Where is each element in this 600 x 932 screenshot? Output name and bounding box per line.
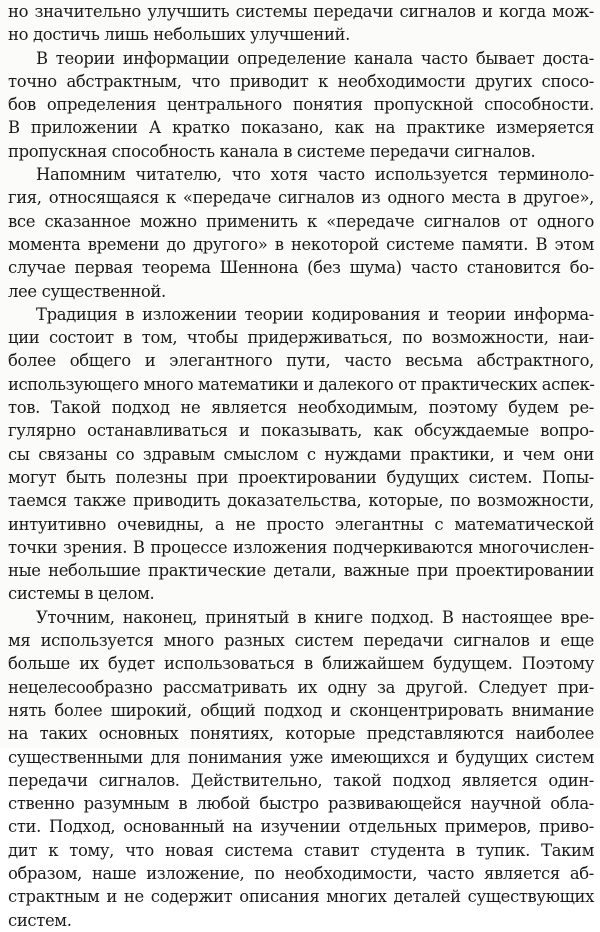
text-line: случае первая теорема Шеннона (без шума) часто становится бо- <box>8 258 594 278</box>
text-line: но достичь лишь небольших улучшений. <box>8 25 350 45</box>
text-line: интуитивно очевидны, а не просто элегантны с математической <box>8 514 594 534</box>
text-line: сы связаны со здравым смыслом с нуждами практики, и чем они <box>8 444 594 464</box>
text-line: мя используется много разных систем передачи сигналов и еще <box>8 631 594 651</box>
text-line: гулярно останавливаться и показывать, как обсуждаемые вопро- <box>8 421 594 441</box>
text-line: на таких основных понятиях, которые представляются наиболее <box>8 724 594 744</box>
text-line: В приложении А кратко показано, как на практике измеряется <box>8 118 594 138</box>
text-line: таемся также приводить доказательства, которые, по возможности, <box>8 491 594 511</box>
paragraph <box>8 47 594 163</box>
paragraph <box>8 0 594 47</box>
text-line: сти. Подход, основанный на изучении отдельных примеров, приво- <box>8 817 594 837</box>
text-line: дит к тому, что новая система ставит студента в тупик. Таким <box>8 840 594 860</box>
paragraph <box>8 163 594 303</box>
text-line: В теории информации определение канала часто бывает доста- <box>36 48 594 68</box>
text-line: системы в целом. <box>8 584 155 604</box>
text-line: могут быть полезны при проектировании будущих систем. Попы- <box>8 467 594 487</box>
text-line: все сказанное можно применить к «передаче сигналов от одного <box>8 211 594 231</box>
text-line: ные небольшие практические детали, важные при проектировании <box>8 561 594 581</box>
text-line: точно абстрактным, что приводит к необходимости других спосо- <box>8 71 594 91</box>
text-line: бов определения центрального понятия пропускной способности. <box>8 95 594 115</box>
text-line: Традиция в изложении теории кодирования и теории информа- <box>36 304 594 324</box>
text-line: момента времени до другого» в некоторой системе памяти. В этом <box>8 234 594 254</box>
text-line: пропускная способность канала в системе передачи сигналов. <box>8 141 536 161</box>
text-line: нять более широкий, общий подход и сконцентрировать внимание <box>8 700 594 720</box>
text-line: более общего и элегантного пути, часто весьма абстрактного, <box>8 351 594 371</box>
text-line: существенными для понимания уже имеющихся и будущих систем <box>8 747 594 767</box>
text-line: ции состоит в том, чтобы придерживаться, по возможности, наи- <box>8 328 594 348</box>
paragraph <box>8 303 594 606</box>
text-line: точки зрения. В процессе изложения подчеркиваются многочислен- <box>8 537 594 557</box>
text-line: систем. <box>8 910 72 930</box>
text-line: тов. Такой подход не является необходимым, поэтому будем ре- <box>8 398 594 418</box>
text-line: но значительно улучшить системы передачи сигналов и когда мож- <box>8 2 594 21</box>
text-line: Уточним, наконец, принятый в книге подход. В настоящее вре- <box>36 607 594 627</box>
text-line: ственно разумным в любой быстро развивающейся научной обла- <box>8 794 594 814</box>
text-line: больше их будет использоваться в ближайшем будущем. Поэтому <box>8 654 594 674</box>
text-line: передачи сигналов. Действительно, такой подход является один- <box>8 770 594 790</box>
text-line: Напомним читателю, что хотя часто используется терминоло- <box>36 165 594 185</box>
text-line: лее существенной. <box>8 281 166 301</box>
text-line: использующего много математики и далекого от практических аспек- <box>8 374 595 394</box>
text-line: страктным и не содержит описания многих деталей существующих <box>8 887 594 907</box>
text-line: образом, наше изложение, по необходимости, часто является аб- <box>8 863 594 883</box>
body-text <box>8 0 594 932</box>
text-line: гия, относящаяся к «передаче сигналов из одного места в другое», <box>8 188 594 208</box>
paragraph <box>8 606 594 932</box>
text-line: нецелесообразно рассматривать их одну за другой. Следует при- <box>8 677 594 697</box>
